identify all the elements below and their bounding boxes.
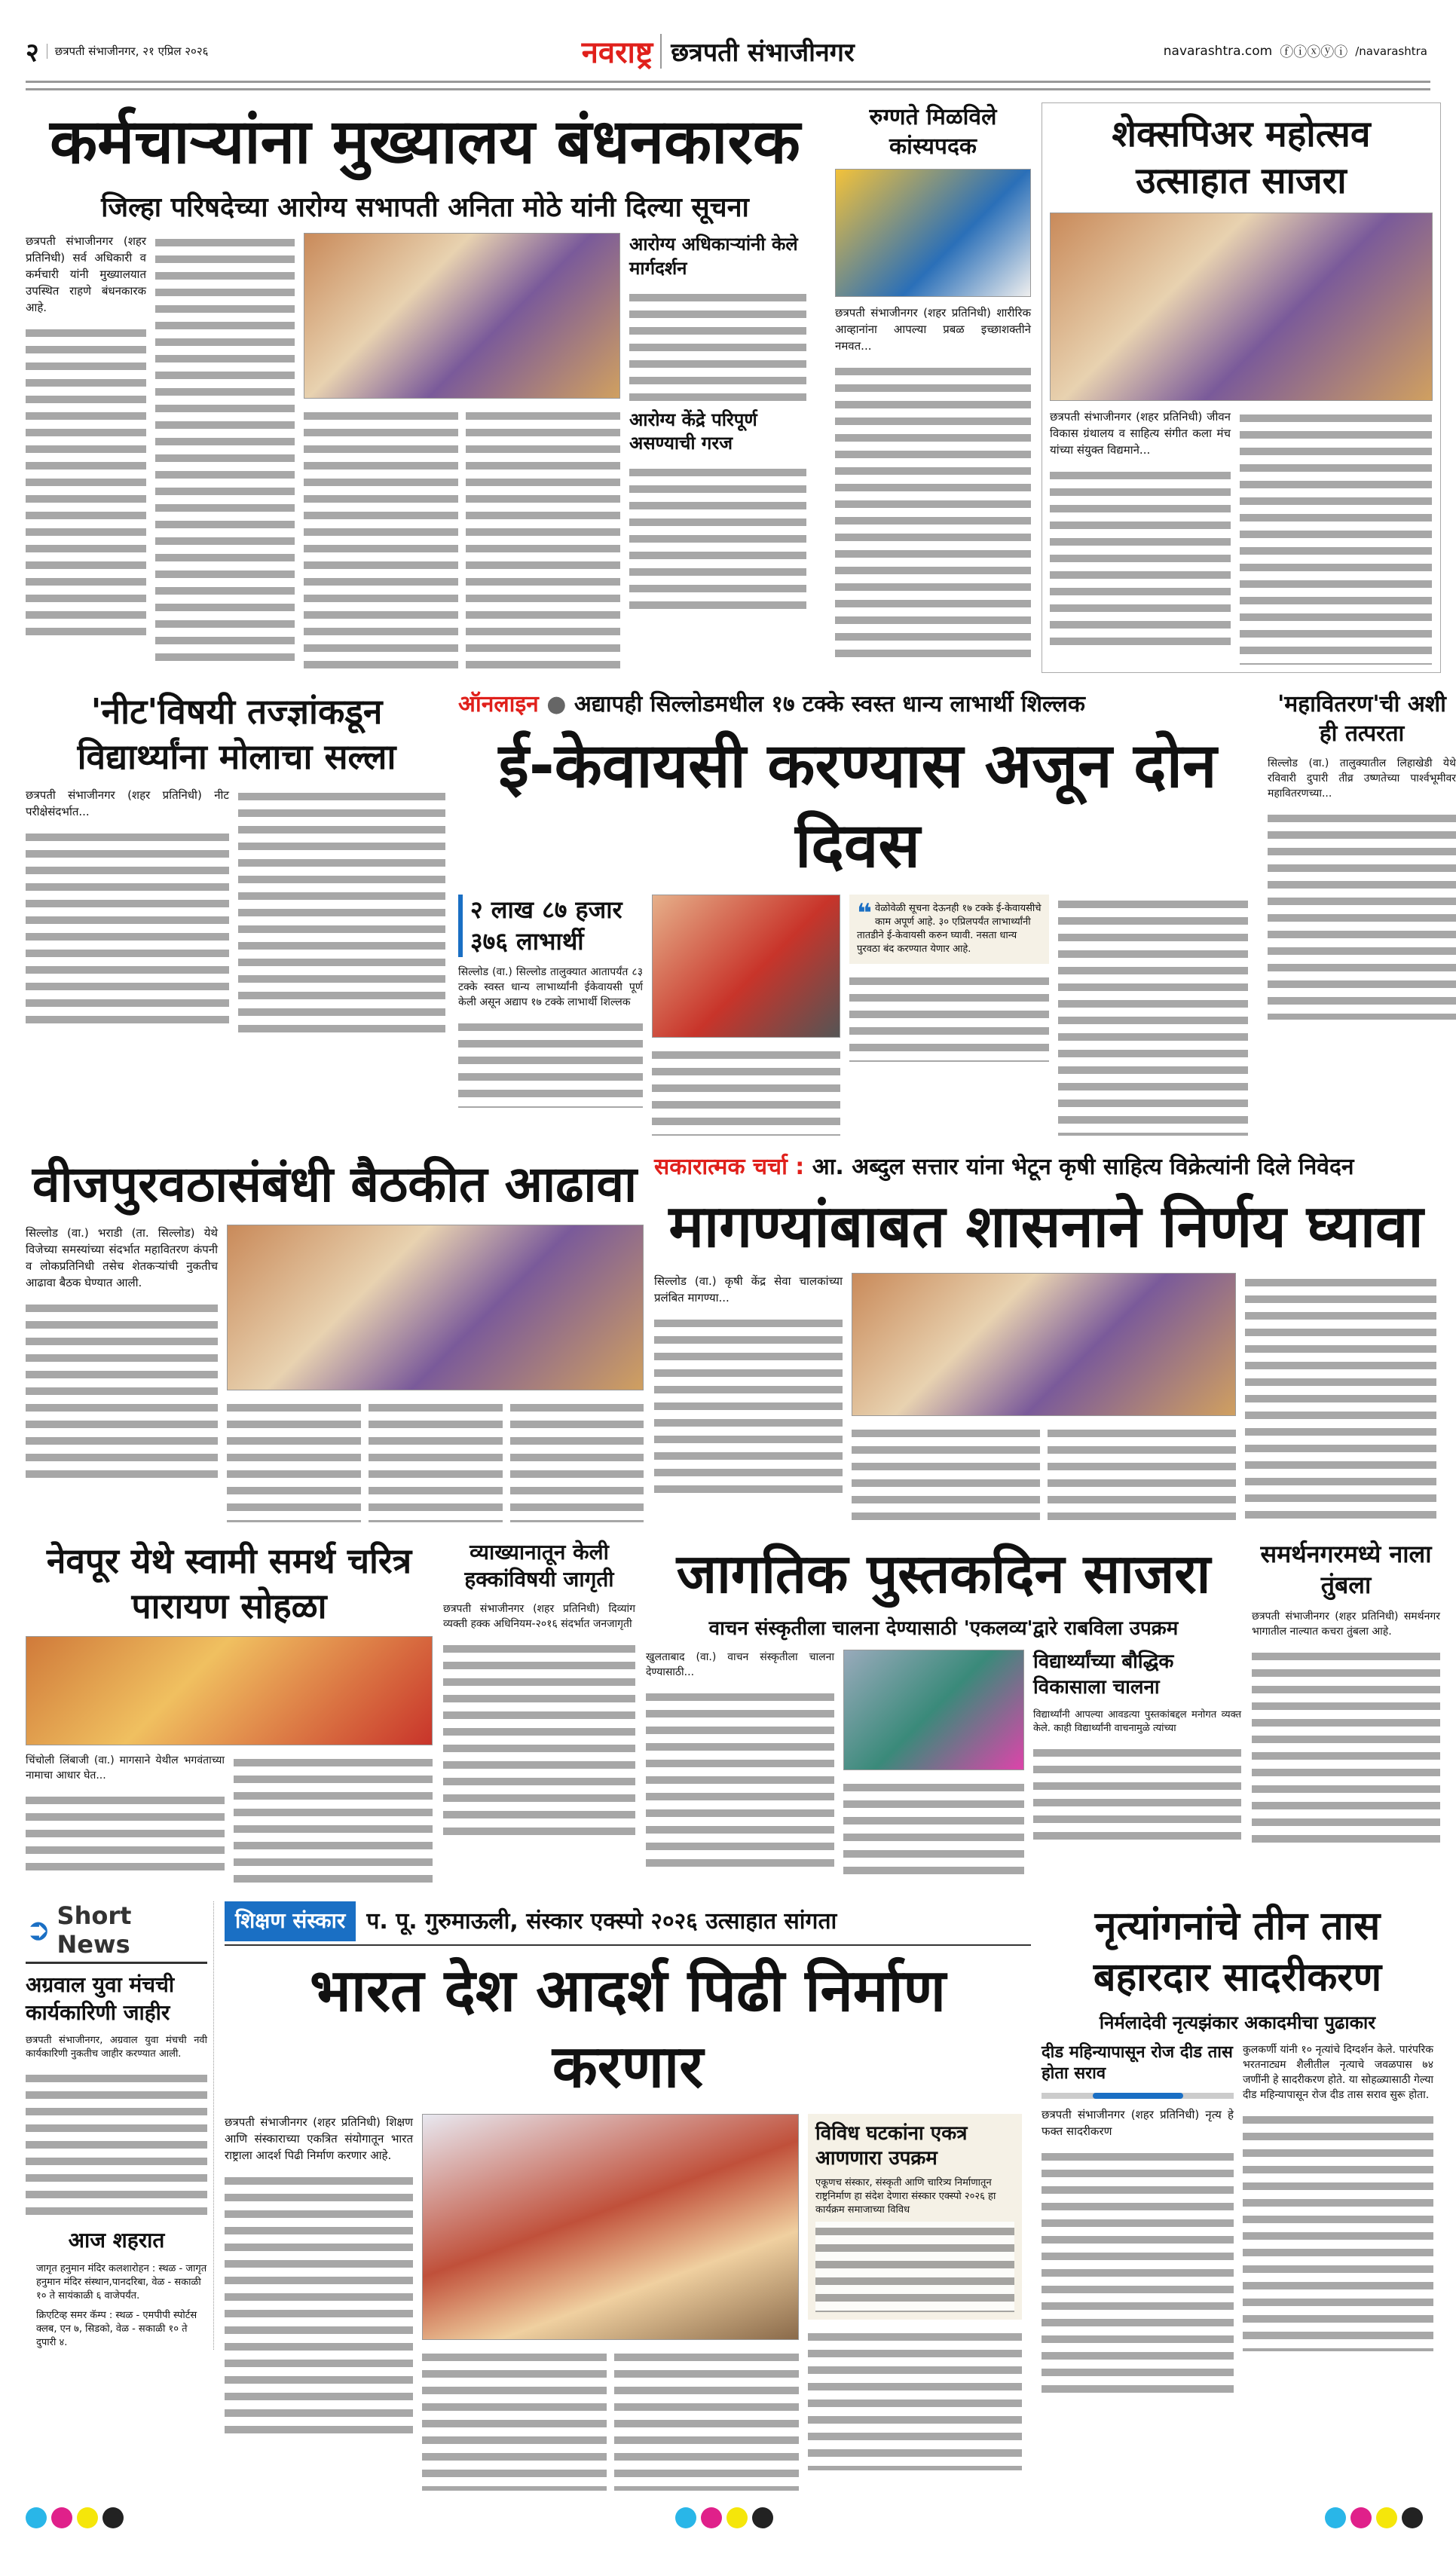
body-text bbox=[234, 1753, 433, 1885]
story-lead: छत्रपती संभाजीनगर (शहर प्रतिनिधी) नृत्य हे फक्त सादरीकरण bbox=[1042, 2107, 1234, 2138]
photo bbox=[1050, 213, 1433, 401]
headline: शेक्सपिअर महोत्सव उत्साहात साजरा bbox=[1112, 113, 1371, 203]
body-text bbox=[26, 2069, 207, 2219]
headline: 'नीट'विषयी तज्ज्ञांकडून विद्यार्थ्यांना मोलाचा सल्ला bbox=[77, 690, 396, 777]
body-text bbox=[304, 406, 458, 670]
row-5 bbox=[26, 1901, 1433, 2490]
dateline: छत्रपती संभाजीनगर, २१ एप्रिल २०२६ bbox=[47, 44, 574, 59]
headline: मागण्यांबाबत शासनाने निर्णय घ्यावा bbox=[668, 1192, 1424, 1261]
body-text bbox=[510, 1398, 644, 1522]
box-text: विद्यार्थ्यांनी आपल्या आवडत्या पुस्तकांबद्दल मनोगत व्यक्त केले. काही विद्यार्थ्यांनी वाचनामुळे त्यांच्या bbox=[1033, 1708, 1241, 1734]
story-medal bbox=[835, 102, 1031, 663]
body-text bbox=[1268, 809, 1456, 1020]
body-text bbox=[443, 1639, 635, 1835]
story-rights-lecture bbox=[443, 1539, 635, 1835]
kicker-text: प. पू. गुरुमाऊली, संस्कार एक्स्पो २०२६ उत्साहात सांगता bbox=[366, 1908, 837, 1935]
row-3 bbox=[26, 1152, 1433, 1522]
story-sanskar-expo bbox=[225, 1901, 1031, 2490]
story-drain bbox=[1252, 1539, 1440, 1843]
section-tag: शिक्षण संस्कार bbox=[225, 1901, 356, 1941]
body-text bbox=[1048, 1424, 1236, 1522]
body-text bbox=[614, 2348, 799, 2491]
subheadline: जिल्हा परिषदेच्या आरोग्य सभापती अनिता मोठे यांनी दिल्या सूचना bbox=[101, 191, 749, 223]
divider-bar bbox=[1042, 2093, 1234, 2099]
row-4 bbox=[26, 1539, 1440, 1886]
registration-marks bbox=[1325, 2507, 1427, 2531]
body-text bbox=[1252, 1647, 1440, 1843]
photo bbox=[652, 895, 840, 1038]
headline: वीजपुरवठासंबंधी बैठकीत आढावा bbox=[32, 1155, 638, 1213]
headline: व्याख्यानातून केली हक्कांविषयी जागृती bbox=[464, 1539, 614, 1592]
body-text bbox=[815, 2222, 1014, 2312]
body-text bbox=[155, 233, 295, 670]
quote-text: वेळोवेळी सूचना देऊनही १७ टक्के ई-केवायसीचे काम अपूर्ण आहे. ३० एप्रिलपर्यंत लाभार्थ्यांनी तातडीने ई-केवायसी करुन घ्यावी. नसता धान्य पुरवठा बंद करण्यात येणार आहे. bbox=[857, 902, 1042, 955]
masthead bbox=[26, 30, 1427, 72]
photo bbox=[843, 1650, 1024, 1770]
photo bbox=[227, 1225, 644, 1390]
header-divider bbox=[26, 81, 1430, 83]
body-text bbox=[654, 1314, 843, 1494]
body-text bbox=[466, 406, 620, 670]
website-link[interactable]: navarashtra.com bbox=[1163, 43, 1273, 59]
story-power-meeting bbox=[26, 1152, 644, 1522]
headline: नृत्यांगनांचे तीन तास बहारदार सादरीकरण bbox=[1093, 1904, 1382, 2000]
body-text bbox=[646, 1687, 834, 1868]
page-number: २ bbox=[26, 37, 39, 68]
story-lead: सिल्लोड (वा.) भराडी (ता. सिल्लोड) येथे विजेच्या समस्यांच्या संदर्भात महावितरण कंपनी व लोकप्रतिनिधी तसेच शेतकऱ्यांची नुकतीच आढावा बैठक घेण्यात आली. bbox=[26, 1225, 218, 1289]
body-text bbox=[629, 288, 806, 401]
row-2 bbox=[26, 690, 1456, 1136]
story-shakespeare bbox=[1042, 102, 1441, 673]
registration-marks bbox=[26, 2507, 128, 2531]
kicker-label: ऑनलाइन bbox=[458, 690, 539, 717]
headline: भारत देश आदर्श पिढी निर्माण करणार bbox=[309, 1956, 946, 2102]
story-text: कुलकर्णी यांनी १० नृत्यांचे दिग्दर्शन केले. पारंपरिक भरतनाट्यम शैलीतील नृत्याचे जवळपास ७४ जणींनी हे सादरीकरण होते. या सोहळ्यासाठी गेल्या दीड महिन्यापासून रोज दीड तास सराव सुरू होता. bbox=[1243, 2043, 1433, 2101]
headline: 'महावितरण'ची अशी ही तत्परता bbox=[1277, 690, 1446, 747]
headline: नेवपूर येथे स्वामी समर्थ चरित्र पारायण सोहळा bbox=[46, 1540, 412, 1626]
body-text bbox=[1240, 408, 1432, 665]
row-1 bbox=[26, 102, 1433, 673]
photo bbox=[26, 1636, 433, 1745]
edition-name: छत्रपती संभाजीनगर bbox=[660, 34, 1156, 69]
body-text bbox=[849, 971, 1049, 1062]
story-main bbox=[26, 102, 824, 670]
body-text bbox=[1243, 2110, 1433, 2351]
story-lead: छत्रपती संभाजीनगर (शहर प्रतिनिधी) जीवन विकास ग्रंथालय व साहित्य संगीत कला मंच यांच्या संयुक्त विद्यमाने... bbox=[1050, 409, 1231, 457]
story-lead: छत्रपती संभाजीनगर (शहर प्रतिनिधी) समर्थनगर भागातील नाल्यात कचरा तुंबला आहे. bbox=[1252, 1610, 1440, 1638]
photo bbox=[852, 1273, 1236, 1416]
kicker-text: आ. अब्दुल सत्तार यांना भेटून कृषी साहित्य विक्रेत्यांनी दिले निवेदन bbox=[812, 1153, 1354, 1180]
short-news-header bbox=[26, 1901, 207, 1964]
story-lead: सिल्लोड (वा.) कृषी केंद्र सेवा चालकांच्या प्रलंबित मागण्या... bbox=[654, 1274, 843, 1305]
story-lead: छत्रपती संभाजीनगर (शहर प्रतिनिधी) सर्व अधिकारी व कर्मचारी यांनी मुख्यालयात उपस्थित राहणे बंधनकारक आहे. bbox=[26, 234, 146, 315]
photo bbox=[422, 2114, 799, 2340]
story-ekyc bbox=[458, 690, 1257, 1136]
headline: जागतिक पुस्तकदिन साजरा bbox=[676, 1541, 1211, 1605]
body-text bbox=[1042, 2147, 1234, 2396]
sidebar-box bbox=[808, 2114, 1022, 2320]
social-icons[interactable]: ⓕⓘⓧⓨⓘ bbox=[1280, 44, 1348, 60]
body-text bbox=[652, 1045, 840, 1136]
body-text bbox=[26, 1791, 225, 1873]
event-item: जागृत हनुमान मंदिर कलशारोहन : स्थळ - जागृत हनुमान मंदिर संस्थान,पानदरिबा, वेळ - सकाळी १० ते सायंकाळी ६ वाजेपर्यंत. bbox=[36, 2262, 207, 2302]
event-list bbox=[26, 2262, 207, 2350]
story-lead: सिल्लोड (वा.) सिल्लोड तालुक्यात आतापर्यंत ८३ टक्के स्वस्त धान्य लाभार्थ्यांनी ईकेवायसी पूर्ण केली असून अद्याप १७ टक्के लाभार्थी शिल्लक bbox=[458, 966, 643, 1009]
body-text bbox=[629, 463, 806, 613]
body-text bbox=[843, 1778, 1024, 1883]
kicker-text: अद्यापही सिल्लोडमधील १७ टक्के स्वस्त धान्य लाभार्थी शिल्लक bbox=[574, 690, 1085, 717]
photo bbox=[835, 169, 1031, 297]
kicker: ऑनलाइन ● अद्यापही सिल्लोडमधील १७ टक्के स्वस्त धान्य लाभार्थी शिल्लक bbox=[458, 690, 1085, 717]
section-title: आज शहरात bbox=[68, 2228, 165, 2253]
headline: ई-केवायसी करण्यास अजून दोन दिवस bbox=[498, 729, 1217, 882]
body-text bbox=[26, 1298, 218, 1479]
story-mahavitaran bbox=[1268, 690, 1456, 1020]
headline: अग्रवाल युवा मंचची कार्यकारिणी जाहीर bbox=[26, 1972, 175, 2025]
story-lead: चिंचोली लिंबाजी (वा.) मागसाने येथील भगवंताच्या नामाचा आधार घेत... bbox=[26, 1754, 225, 1782]
stat-callout bbox=[458, 895, 643, 957]
subheadline: निर्मलादेवी नृत्यझंकार अकादमीचा पुढाकार bbox=[1099, 2011, 1376, 2033]
quote-box bbox=[849, 895, 1049, 964]
event-item: क्रिएटिव्ह समर कॅम्प : स्थळ - एमपीपी स्पोर्टस क्लब, एन ७, सिडको, वेळ - सकाळी १० ते दुपारी ४. bbox=[36, 2309, 197, 2348]
body-text bbox=[1245, 1273, 1436, 1522]
story-lead: छत्रपती संभाजीनगर (शहर प्रतिनिधी) शारीरिक आव्हानांना आपल्या प्रबळ इच्छाशक्तीने नमवत... bbox=[835, 306, 1031, 353]
body-text bbox=[26, 827, 229, 1023]
story-lead: छत्रपती संभाजीनगर, अग्रवाल युवा मंचची नवी कार्यकारिणी नुकतीच जाहीर करण्यात आली. bbox=[26, 2035, 207, 2060]
kicker-label: सकारात्मक चर्चा : bbox=[654, 1153, 805, 1180]
story-newpur bbox=[26, 1539, 433, 1886]
arrow-icon: ➲ bbox=[26, 1913, 51, 1948]
box-headline: विद्यार्थ्यांच्या बौद्धिक विकासाला चालना bbox=[1033, 1650, 1174, 1699]
story-demands bbox=[654, 1152, 1438, 1522]
body-text bbox=[225, 2171, 413, 2442]
brand-logo: नवराष्ट्र bbox=[581, 35, 653, 70]
subheadline: वाचन संस्कृतीला चालना देण्यासाठी 'एकलव्य'द्वारे राबविला उपक्रम bbox=[708, 1617, 1179, 1641]
body-text bbox=[835, 362, 1031, 663]
box-text: एकूणच संस्कार, संस्कृती आणि चारित्र्य निर्माणातून राष्ट्रनिर्माण हा संदेश देणारा संस्कार एक्स्पो २०२६ हा कार्यक्रम समाजाच्या विविध bbox=[815, 2177, 996, 2216]
kicker bbox=[225, 1901, 1031, 1945]
body-text bbox=[808, 2327, 1022, 2470]
box-headline: विविध घटकांना एकत्र आणणारा उपक्रम bbox=[815, 2121, 968, 2170]
story-lead: सिल्लोड (वा.) तालुक्यातील लिहाखेडी येथे रविवारी दुपारी तीव्र उष्णतेच्या पार्श्वभूमीवर महावितरणच्या... bbox=[1268, 757, 1456, 800]
body-text bbox=[852, 1424, 1040, 1522]
headline: समर्थनगरमध्ये नाला तुंबला bbox=[1260, 1539, 1432, 1600]
short-news-label: Short News bbox=[57, 1901, 132, 1959]
box-headline: आरोग्य अधिकाऱ्यांनी केले मार्गदर्शन bbox=[629, 234, 798, 279]
short-news-column bbox=[26, 1901, 214, 2349]
body-text bbox=[1033, 1743, 1241, 1849]
box-headline: आरोग्य केंद्रे परिपूर्ण असण्याची गरज bbox=[629, 408, 757, 454]
registration-marks-row bbox=[26, 2507, 1427, 2531]
social-handle: /navarashtra bbox=[1355, 44, 1427, 58]
story-dance bbox=[1042, 1901, 1433, 2396]
story-lead: खुलताबाद (वा.) वाचन संस्कृतीला चालना देण्यासाठी... bbox=[646, 1651, 834, 1679]
header-divider bbox=[26, 88, 1430, 90]
story-lead: छत्रपती संभाजीनगर (शहर प्रतिनिधी) नीट परीक्षेसंदर्भात... bbox=[26, 788, 229, 819]
body-text bbox=[26, 323, 146, 640]
body-text bbox=[422, 2348, 607, 2491]
stat-text: २ लाख ८७ हजार ३७६ लाभार्थी bbox=[470, 895, 622, 956]
body-text bbox=[227, 1398, 361, 1522]
body-text bbox=[369, 1398, 503, 1522]
body-text bbox=[238, 787, 445, 1035]
story-neet bbox=[26, 690, 448, 1036]
quote-icon: ❝ bbox=[857, 898, 872, 928]
story-lead: छत्रपती संभाजीनगर (शहर प्रतिनिधी) दिव्यांग व्यक्ती हक्क अधिनियम-२०१६ संदर्भात जनजागृती bbox=[443, 1602, 635, 1630]
headline: कर्मचाऱ्यांना मुख्यालय बंधनकारक bbox=[50, 106, 800, 178]
body-text bbox=[1050, 466, 1231, 647]
box-headline: दीड महिन्यापासून रोज दीड तास होता सराव bbox=[1042, 2042, 1233, 2084]
body-text bbox=[1058, 895, 1248, 1136]
story-lead: छत्रपती संभाजीनगर (शहर प्रतिनिधी) शिक्षण आणि संस्काराच्या एकत्रित संयोगातून भारत राष्ट्राला आदर्श पिढी निर्माण करणार आहे. bbox=[225, 2115, 413, 2162]
story-book-day bbox=[646, 1539, 1241, 1883]
kicker bbox=[654, 1152, 1438, 1182]
headline: रुग्णते मिळविले कांस्यपदक bbox=[869, 104, 997, 160]
photo bbox=[304, 233, 620, 399]
body-text bbox=[458, 1017, 643, 1108]
registration-marks bbox=[675, 2507, 778, 2531]
